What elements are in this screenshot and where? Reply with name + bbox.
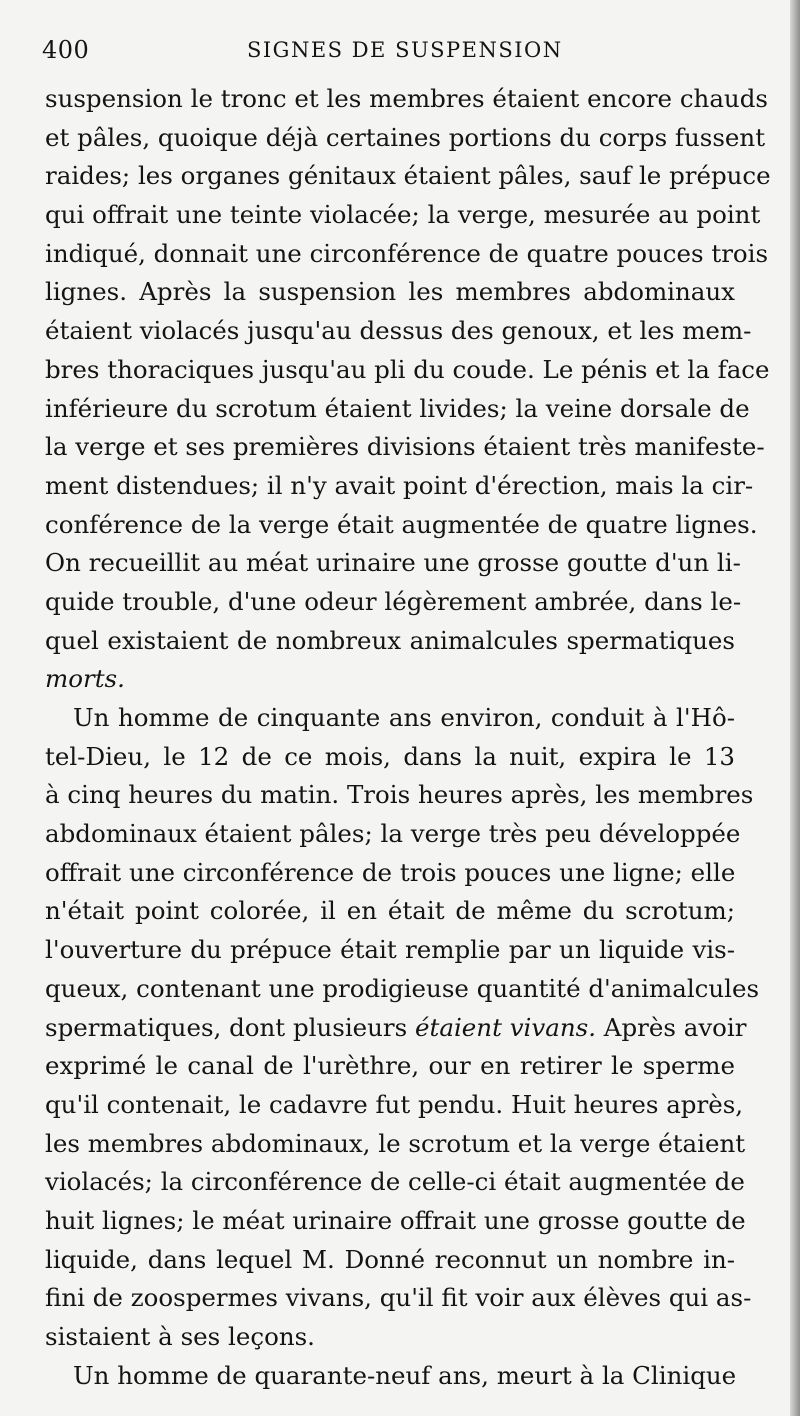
text-line: quide trouble, d'une odeur légèrement ambrée, dans le-	[45, 586, 742, 616]
text-line: sistaient à ses leçons.	[45, 1322, 315, 1351]
text-line: conférence de la verge était augmentée de quatre lignes.	[45, 509, 758, 539]
text-line: offrait une circonférence de trois pouces une ligne; elle	[45, 857, 736, 887]
italic-span: étaient vivans.	[415, 1012, 596, 1042]
text-line: tel-Dieu, le 12 de ce mois, dans la nuit, expira le 13	[45, 741, 735, 771]
text-span: Après avoir	[595, 1012, 747, 1042]
text-line: la verge et ses premières divisions étaient très manifeste-	[45, 432, 765, 462]
text-line: raides; les organes génitaux étaient pâles, sauf le prépuce	[45, 161, 771, 191]
text-line: abdominaux étaient pâles; la verge très peu développée	[45, 819, 741, 849]
text-line: qu'il contenait, le cadavre fut pendu. Huit heures après,	[45, 1089, 744, 1119]
text-line: et pâles, quoique déjà certaines portions du corps fussent	[45, 122, 766, 152]
paragraph-start-line: Un homme de quarante-neuf ans, meurt à la Clinique	[73, 1360, 737, 1390]
text-line: On recueillit au méat urinaire une grosse goutte d'un li-	[45, 548, 741, 578]
text-line: l'ouverture du prépuce était remplie par un liquide vis-	[45, 935, 735, 965]
text-line: fini de zoospermes vivans, qu'il fit voir aux élèves qui as-	[45, 1283, 752, 1313]
text-span: spermatiques, dont plusieurs	[45, 1012, 416, 1042]
text-line: quel existaient de nombreux animalcules spermatiques	[45, 625, 735, 655]
text-line: à cinq heures du matin. Trois heures après, les membres	[45, 780, 754, 810]
text-line: exprimé le canal de l'urèthre, our en retirer le sperme	[45, 1051, 735, 1081]
text-line: suspension le tronc et les membres étaient encore chauds	[45, 84, 768, 113]
text-line: qui offrait une teinte violacée; la verge, mesurée au point	[45, 200, 761, 230]
text-line: indiqué, donnait une circonférence de quatre pouces trois	[45, 238, 769, 268]
text-line: huit lignes; le méat urinaire offrait une grosse goutte de	[45, 1205, 746, 1235]
text-line: les membres abdominaux, le scrotum et la verge étaient	[45, 1128, 746, 1158]
text-line: bres thoraciques jusqu'au pli du coude. Le pénis et la face	[45, 354, 770, 384]
text-line: étaient violacés jusqu'au dessus des genoux, et les mem-	[45, 316, 752, 346]
paragraph-start-line: Un homme de cinquante ans environ, conduit à l'Hô-	[73, 703, 735, 732]
running-head: SIGNES DE SUSPENSION	[247, 38, 563, 62]
text-line-italic: morts.	[45, 664, 125, 694]
text-line: violacés; la circonférence de celle-ci était augmentée de	[45, 1167, 745, 1197]
text-line: lignes. Après la suspension les membres abdominaux	[45, 277, 735, 307]
body-text	[45, 80, 771, 1395]
page-number: 400	[42, 36, 90, 64]
page-edge-shadow	[790, 0, 800, 1416]
text-line: queux, contenant une prodigieuse quantité d'animalcules	[45, 973, 760, 1003]
text-line-mixed	[45, 1009, 747, 1048]
text-line: ment distendues; il n'y avait point d'érection, mais la cir-	[45, 470, 754, 500]
text-line: inférieure du scrotum étaient livides; la veine dorsale de	[45, 393, 750, 423]
page-header	[42, 36, 742, 72]
text-line: n'était point colorée, il en était de même du scrotum;	[45, 896, 735, 926]
text-line: liquide, dans lequel M. Donné reconnut un nombre in-	[45, 1244, 735, 1274]
